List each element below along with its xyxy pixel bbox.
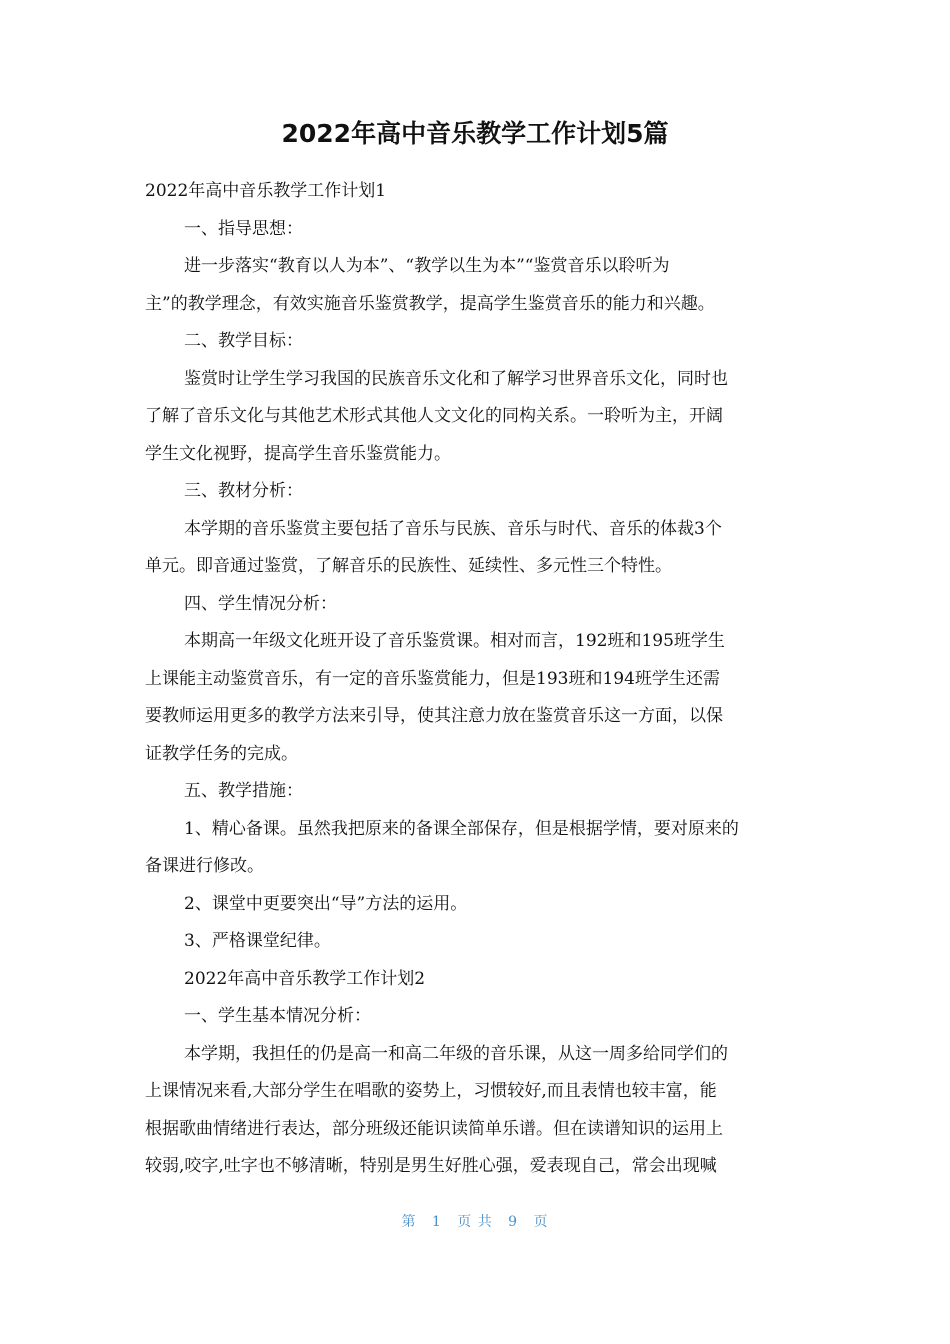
current-page-number: 1: [431, 1214, 442, 1230]
section-heading: 2022年高中音乐教学工作计划2: [184, 968, 426, 989]
paragraph-line: 3、严格课堂纪律。: [184, 931, 331, 951]
subheading: 二、教学目标：: [184, 331, 303, 351]
paragraph-line: 2、课堂中更要突出“导”方法的运用。: [184, 893, 468, 914]
paragraph-line: 本学期，我担任的仍是高一和高二年级的音乐课，从这一周多给同学们的: [184, 1043, 728, 1064]
document-title: 2022年高中音乐教学工作计划5篇: [281, 119, 669, 148]
subheading: 三、教材分析：: [184, 481, 303, 501]
paragraph-line: 较弱,咬字,吐字也不够清晰，特别是男生好胜心强，爱表现自己，常会出现喊: [145, 1156, 717, 1176]
paragraph-line: 本学期的音乐鉴赏主要包括了音乐与民族、音乐与时代、音乐的体裁3个: [184, 518, 722, 539]
paragraph-line: 备课进行修改。: [145, 856, 264, 876]
paragraph-line: 鉴赏时让学生学习我国的民族音乐文化和了解学习世界音乐文化，同时也: [184, 368, 728, 389]
subheading: 五、教学措施：: [184, 781, 303, 801]
subheading: 一、指导思想：: [184, 218, 303, 239]
footer-mid: 页 共: [457, 1214, 493, 1230]
paragraph-line: 学生文化视野，提高学生音乐鉴赏能力。: [145, 443, 451, 464]
footer-suffix: 页: [533, 1214, 549, 1230]
paragraph-line: 根据歌曲情绪进行表达，部分班级还能识读简单乐谱。但在读谱知识的运用上: [145, 1118, 723, 1139]
subheading: 一、学生基本情况分析：: [184, 1006, 371, 1026]
subheading: 四、学生情况分析：: [184, 593, 337, 614]
page-footer: [0, 1210, 950, 1234]
paragraph-line: 证教学任务的完成。: [145, 743, 298, 764]
document-body: [145, 173, 810, 1186]
paragraph-line: 主”的教学理念，有效实施音乐鉴赏教学，提高学生鉴赏音乐的能力和兴趣。: [145, 293, 715, 314]
total-pages: 9: [508, 1214, 519, 1230]
footer-prefix: 第: [401, 1214, 417, 1230]
paragraph-line: 进一步落实“教育以人为本”、“教学以生为本”“鉴赏音乐以聆听为: [184, 256, 670, 276]
paragraph-line: 上课能主动鉴赏音乐，有一定的音乐鉴赏能力，但是193班和194班学生还需: [145, 668, 720, 689]
paragraph-line: 了解了音乐文化与其他艺术形式其他人文文化的同构关系。一聆听为主，开阔: [145, 406, 723, 426]
paragraph-line: 上课情况来看,大部分学生在唱歌的姿势上，习惯较好,而且表情也较丰富，能: [145, 1081, 717, 1101]
paragraph-line: 本期高一年级文化班开设了音乐鉴赏课。相对而言，192班和195班学生: [184, 631, 725, 651]
paragraph-line: 1、精心备课。虽然我把原来的备课全部保存，但是根据学情，要对原来的: [184, 818, 739, 839]
paragraph-line: 单元。即音通过鉴赏，了解音乐的民族性、延续性、多元性三个特性。: [145, 556, 672, 576]
section-heading: 2022年高中音乐教学工作计划1: [145, 181, 387, 201]
paragraph-line: 要教师运用更多的教学方法来引导，使其注意力放在鉴赏音乐这一方面，以保: [145, 706, 723, 726]
